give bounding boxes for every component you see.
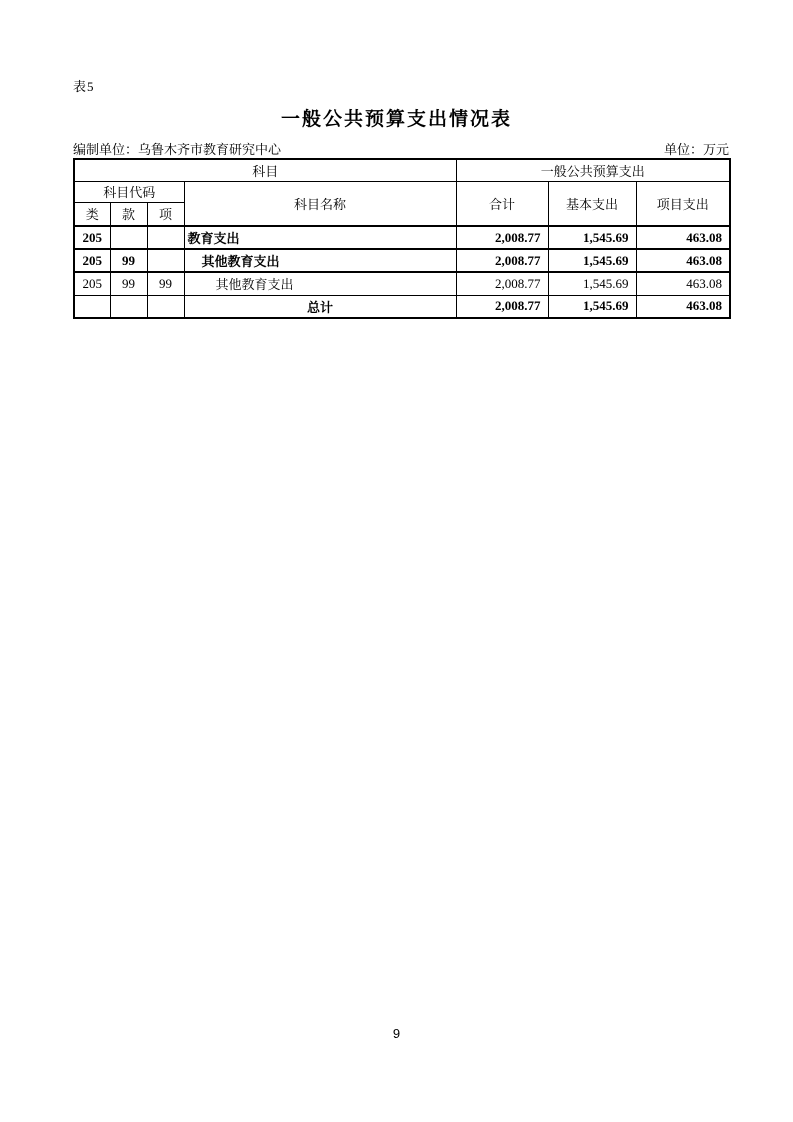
cell-item-code: 99	[147, 272, 184, 295]
cell-basic: 1,545.69	[548, 249, 636, 272]
header-basic-expenditure: 基本支出	[548, 181, 636, 226]
table-row	[74, 272, 730, 295]
cell-section-code	[110, 295, 147, 318]
cell-item-code	[147, 226, 184, 249]
cell-class-code: 205	[74, 272, 110, 295]
table-row	[74, 226, 730, 249]
meta-row	[73, 139, 729, 158]
cell-total: 2,008.77	[456, 226, 548, 249]
cell-class-code: 205	[74, 249, 110, 272]
cell-section-code: 99	[110, 272, 147, 295]
header-section: 款	[110, 202, 147, 226]
cell-project: 463.08	[636, 272, 730, 295]
page-title: 一般公共预算支出情况表	[280, 109, 512, 130]
cell-total: 2,008.77	[456, 295, 548, 318]
page-number: 9	[392, 1026, 401, 1041]
budget-expenditure-table	[73, 158, 731, 319]
header-item: 项	[147, 202, 184, 226]
header-row-2	[74, 181, 730, 202]
header-budget-expenditure: 一般公共预算支出	[456, 159, 730, 181]
cell-project: 463.08	[636, 226, 730, 249]
cell-section-code	[110, 226, 147, 249]
header-class: 类	[74, 202, 110, 226]
header-subject-name: 科目名称	[184, 181, 456, 226]
cell-basic: 1,545.69	[548, 295, 636, 318]
cell-project: 463.08	[636, 249, 730, 272]
cell-project: 463.08	[636, 295, 730, 318]
cell-total: 2,008.77	[456, 272, 548, 295]
cell-item-code	[147, 249, 184, 272]
cell-section-code: 99	[110, 249, 147, 272]
cell-subject-name: 教育支出	[184, 226, 456, 249]
header-subject: 科目	[74, 159, 456, 181]
cell-basic: 1,545.69	[548, 272, 636, 295]
cell-class-code: 205	[74, 226, 110, 249]
cell-subject-name: 其他教育支出	[184, 249, 456, 272]
table-row-grand-total	[74, 295, 730, 318]
header-subject-code: 科目代码	[74, 181, 184, 202]
prepared-by-label: 编制单位：乌鲁木齐市教育研究中心	[73, 142, 282, 157]
header-total: 合计	[456, 181, 548, 226]
header-project-expenditure: 项目支出	[636, 181, 730, 226]
header-row-1	[74, 159, 730, 181]
cell-subject-name: 其他教育支出	[184, 272, 456, 295]
cell-basic: 1,545.69	[548, 226, 636, 249]
cell-subject-name: 总计	[184, 295, 456, 318]
cell-total: 2,008.77	[456, 249, 548, 272]
table-row	[74, 249, 730, 272]
table-number-label: 表5	[73, 79, 95, 94]
cell-item-code	[147, 295, 184, 318]
unit-label: 单位：万元	[663, 142, 729, 157]
cell-class-code	[74, 295, 110, 318]
